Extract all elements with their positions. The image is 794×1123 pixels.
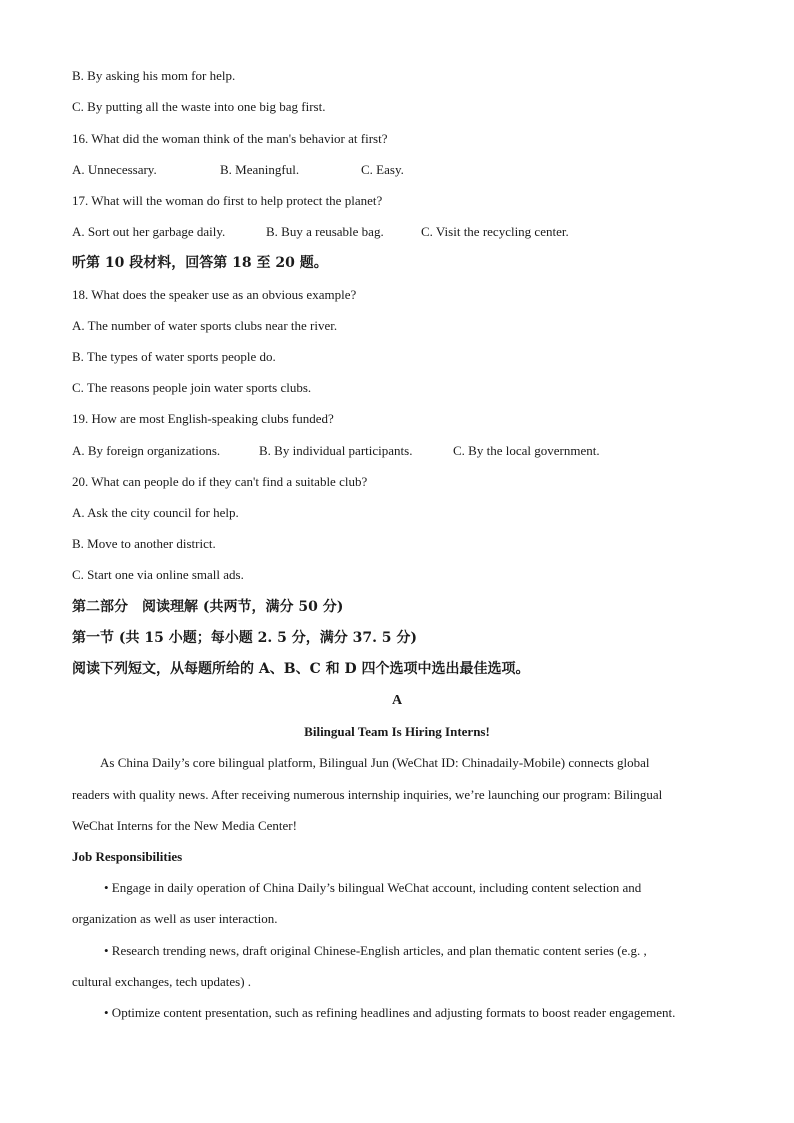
q19-option-a: A. By foreign organizations. [72,443,221,458]
bullet-1-line-2: organization as well as user interaction. [72,911,278,926]
q18-question: 18. What does the speaker use as an obvious example? [72,287,357,302]
section1-title: 第一节 (共 15 小题；每小题 2. 5 分，满分 37. 5 分) [72,630,418,646]
q16-option-a: A. Unnecessary. [72,162,157,177]
bullet-2-line-2: cultural exchanges, tech updates) . [72,974,252,989]
bullet-2-line-1: • Research trending news, draft original Chinese-English articles, and plan thematic content series (e.g. , [104,943,647,958]
q19-option-b: B. By individual participants. [259,443,413,458]
q16-option-c: C. Easy. [361,162,404,177]
q20-option-c: C. Start one via online small ads. [72,567,244,582]
q19-question: 19. How are most English-speaking clubs funded? [72,411,334,426]
section10-instruction: 听第 10 段材料，回答第 18 至 20 题。 [72,255,328,271]
passage-letter: A [391,693,403,708]
q17-option-a: A. Sort out her garbage daily. [72,224,226,239]
q15-option-b: B. By asking his mom for help. [72,68,236,83]
q17-option-c: C. Visit the recycling center. [421,224,569,239]
q18-option-b: B. The types of water sports people do. [72,349,276,364]
passage-title: Bilingual Team Is Hiring Interns! [304,724,490,739]
q16-option-b: B. Meaningful. [220,162,300,177]
job-heading: Job Responsibilities [72,849,183,864]
q17-question: 17. What will the woman do first to help protect the planet? [72,193,383,208]
intro-line-1: As China Daily’s core bilingual platform, Bilingual Jun (WeChat ID: Chinadaily-Mobile) connects global [100,755,650,770]
intro-line-3: WeChat Interns for the New Media Center! [72,818,297,833]
q18-option-a: A. The number of water sports clubs near the river. [72,318,338,333]
q16-question: 16. What did the woman think of the man's behavior at first? [72,131,388,146]
q18-option-c: C. The reasons people join water sports clubs. [72,380,312,395]
q19-option-c: C. By the local government. [453,443,600,458]
intro-line-2: readers with quality news. After receiving numerous internship inquiries, we’re launching our program: Bilingual [72,787,663,802]
q15-option-c: C. By putting all the waste into one big bag first. [72,99,326,114]
bullet-1-line-1: • Engage in daily operation of China Daily’s bilingual WeChat account, including content selection and [104,880,642,895]
q20-question: 20. What can people do if they can't find a suitable club? [72,474,368,489]
q20-option-b: B. Move to another district. [72,536,216,551]
part2-title: 第二部分 阅读理解 (共两节，满分 50 分) [72,599,344,615]
reading-instruction: 阅读下列短文，从每题所给的 A、B、C 和 D 四个选项中选出最佳选项。 [72,661,530,677]
bullet-3: • Optimize content presentation, such as refining headlines and adjusting formats to boost reader engagement. [104,1005,676,1020]
q17-option-b: B. Buy a reusable bag. [266,224,384,239]
q20-option-a: A. Ask the city council for help. [72,505,239,520]
